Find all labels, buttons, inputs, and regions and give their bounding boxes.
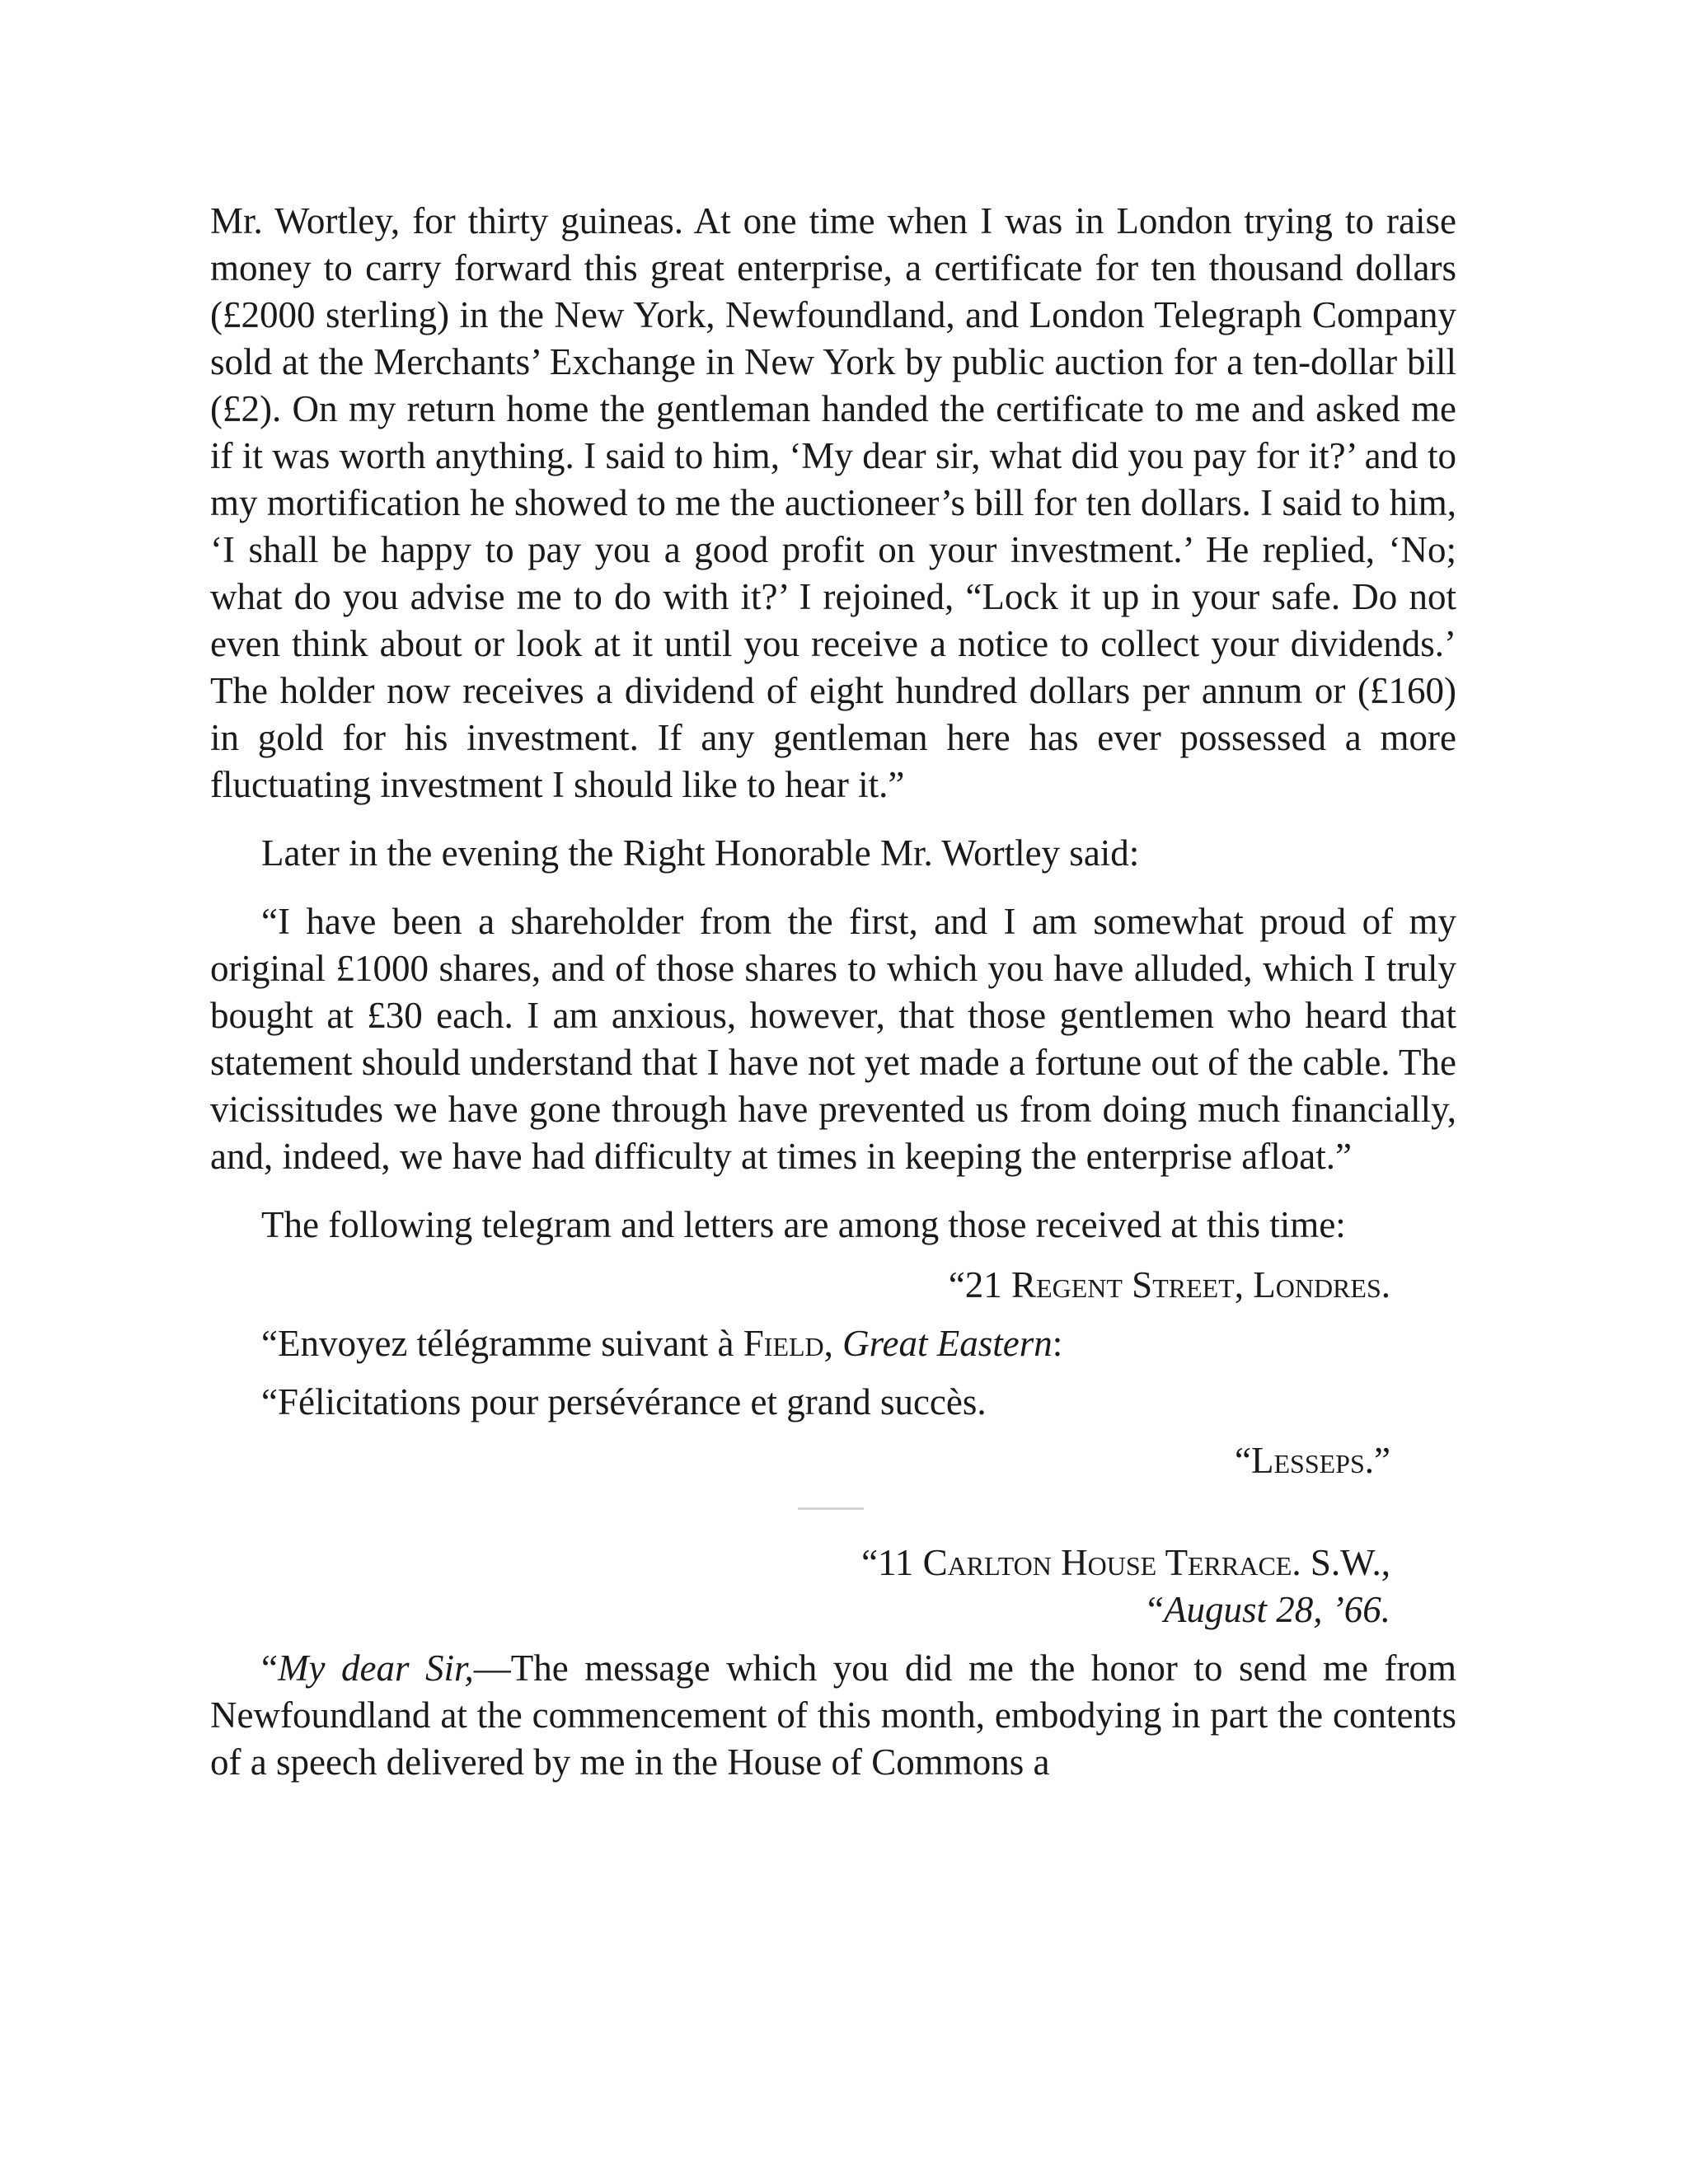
letter-address xyxy=(210,1540,1456,1586)
telegram-line-1-text: “Envoyez télégramme suivant à xyxy=(261,1323,743,1364)
telegram-line-2: “Félicitations pour persévérance et grand succès. xyxy=(261,1381,987,1422)
telegram-recipient: Field xyxy=(743,1323,824,1364)
letter-date-text: August 28, ’66. xyxy=(1164,1589,1390,1630)
telegram-ship-name: Great Eastern xyxy=(842,1323,1053,1364)
paragraph-investment-story: Mr. Wortley, for thirty guineas. At one time when I was in London trying to raise money to carry forward this great enterprise, a certificate for ten thousand dollars (£2000 sterling) in the New York, Newfoundland, and London Telegraph Company sold at the Merchants’ Exchange in New York by public auction for a ten-dollar bill (£2). On my return home the gentleman handed the certificate to me and asked me if it was worth anything. I said to him, ‘My dear sir, what did you pay for it?’ and to my mortification he showed to me the auctioneer’s bill for ten dollars. I said to him, ‘I shall be happy to pay you a good profit on your investment.’ He replied, ‘No; what do you advise me to do with it?’ I rejoined, “Lock it up in your safe. Do not even think about or look at it until you receive a notice to collect your dividends.’ The holder now receives a dividend of eight hundred dollars per annum or (£160) in gold for his investment. If any gentleman here has ever possessed a more fluctuating investment I should like to hear it.” xyxy=(210,200,1456,805)
letter-address-street: Carlton House Terrace. xyxy=(922,1542,1301,1583)
letter-body-text: —The message which you did me the honor to send me from Newfoundland at the commencement of this month, embodying in part the contents of a speech delivered by me in the House of Commons a xyxy=(210,1647,1456,1783)
telegram-signature: “Lesseps.” xyxy=(1235,1440,1390,1481)
letter-body xyxy=(210,1645,1456,1786)
letter-date xyxy=(210,1586,1456,1633)
page-body xyxy=(210,198,1456,1786)
paragraph-telegram-intro: The following telegram and letters are among those received at this time: xyxy=(261,1204,1346,1245)
letter xyxy=(210,1540,1456,1786)
telegram-address: “21 Regent Street, Londres. xyxy=(948,1264,1390,1305)
telegram-line-1 xyxy=(210,1320,1456,1367)
paragraph-wortley-speech: “I have been a shareholder from the first, and I am somewhat proud of my original £1000 shares, and of those shares to which you have alluded, which I truly bought at £30 each. I am anxious, however, that those gentlemen who heard that statement should understand that I have not yet made a fortune out of the cable. The vicissitudes we have gone through have prevented us from doing much financially, and, indeed, we have had difficulty at times in keeping the enterprise afloat.” xyxy=(210,901,1456,1177)
section-divider xyxy=(798,1507,864,1510)
telegram-line-1-sep: , xyxy=(823,1323,843,1364)
letter-address-suffix: S.W., xyxy=(1301,1542,1390,1583)
letter-date-quote: “ xyxy=(1147,1589,1164,1630)
telegram xyxy=(210,1262,1456,1484)
telegram-line-1-end: : xyxy=(1052,1323,1063,1364)
letter-salutation: My dear Sir, xyxy=(277,1647,474,1689)
paragraph-wortley-intro: Later in the evening the Right Honorable Mr. Wortley said: xyxy=(261,832,1140,874)
letter-salutation-quote: “ xyxy=(261,1647,278,1689)
letter-address-number: “11 xyxy=(861,1542,923,1583)
